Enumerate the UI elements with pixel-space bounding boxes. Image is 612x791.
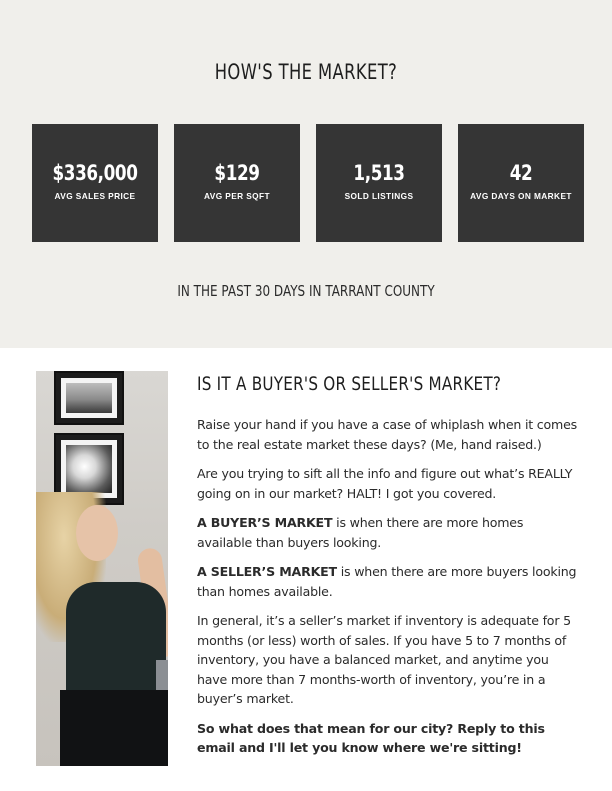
paragraph-call-to-action: So what does that mean for our city? Reply to this email and I'll let you know where we're sitting!: [197, 720, 545, 755]
stat-value: $129: [214, 161, 260, 185]
market-section: [0, 0, 612, 348]
stat-sold-listings: [316, 124, 442, 242]
agent-top: [66, 582, 166, 702]
stat-value: $336,000: [52, 161, 138, 185]
stat-avg-days-on-market: [458, 124, 584, 242]
wall-frame-top: [54, 371, 124, 425]
stat-label: AVG DAYS ON MARKET: [470, 191, 572, 201]
agent-skirt: [60, 690, 168, 766]
agent-face: [76, 505, 118, 561]
buyers-market-definition: is when there are more homes available than buyers looking.: [197, 515, 524, 550]
stat-value: 42: [509, 161, 533, 185]
stat-value: 1,513: [353, 161, 405, 185]
sellers-market-term: A SELLER’S MARKET: [197, 564, 337, 579]
stat-label: AVG PER SQFT: [204, 191, 270, 201]
stat-avg-per-sqft: [174, 124, 300, 242]
stat-label: AVG SALES PRICE: [54, 191, 136, 201]
paragraph-intro: Raise your hand if you have a case of whiplash when it comes to the real estate market these days? (Me, hand raised.): [197, 417, 577, 452]
paragraph-halt: Are you trying to sift all the info and figure out what’s REALLY going on in our market? HALT! I got you covered.: [197, 466, 573, 501]
market-subtitle: IN THE PAST 30 DAYS IN TARRANT COUNTY: [177, 282, 435, 300]
buyers-market-term: A BUYER’S MARKET: [197, 515, 333, 530]
stat-label: SOLD LISTINGS: [344, 191, 414, 201]
paragraph-buyers-market: [197, 513, 577, 552]
paragraph-inventory: In general, it’s a seller’s market if inventory is adequate for 5 months (or less) worth of sales. If you have 5 to 7 months of inventory, you have a balanced market, and anytime you have more than 7 months-worth of inventory, you’re in a buyer’s market.: [197, 613, 571, 706]
article-title: IS IT A BUYER'S OR SELLER'S MARKET?: [197, 373, 502, 395]
sellers-market-definition: is when there are more buyers looking than homes available.: [197, 564, 577, 599]
agent-photo: [36, 371, 168, 766]
stat-avg-sales-price: [32, 124, 158, 242]
market-title: HOW'S THE MARKET?: [214, 60, 398, 84]
paragraph-sellers-market: [197, 562, 577, 601]
article: [197, 373, 577, 768]
